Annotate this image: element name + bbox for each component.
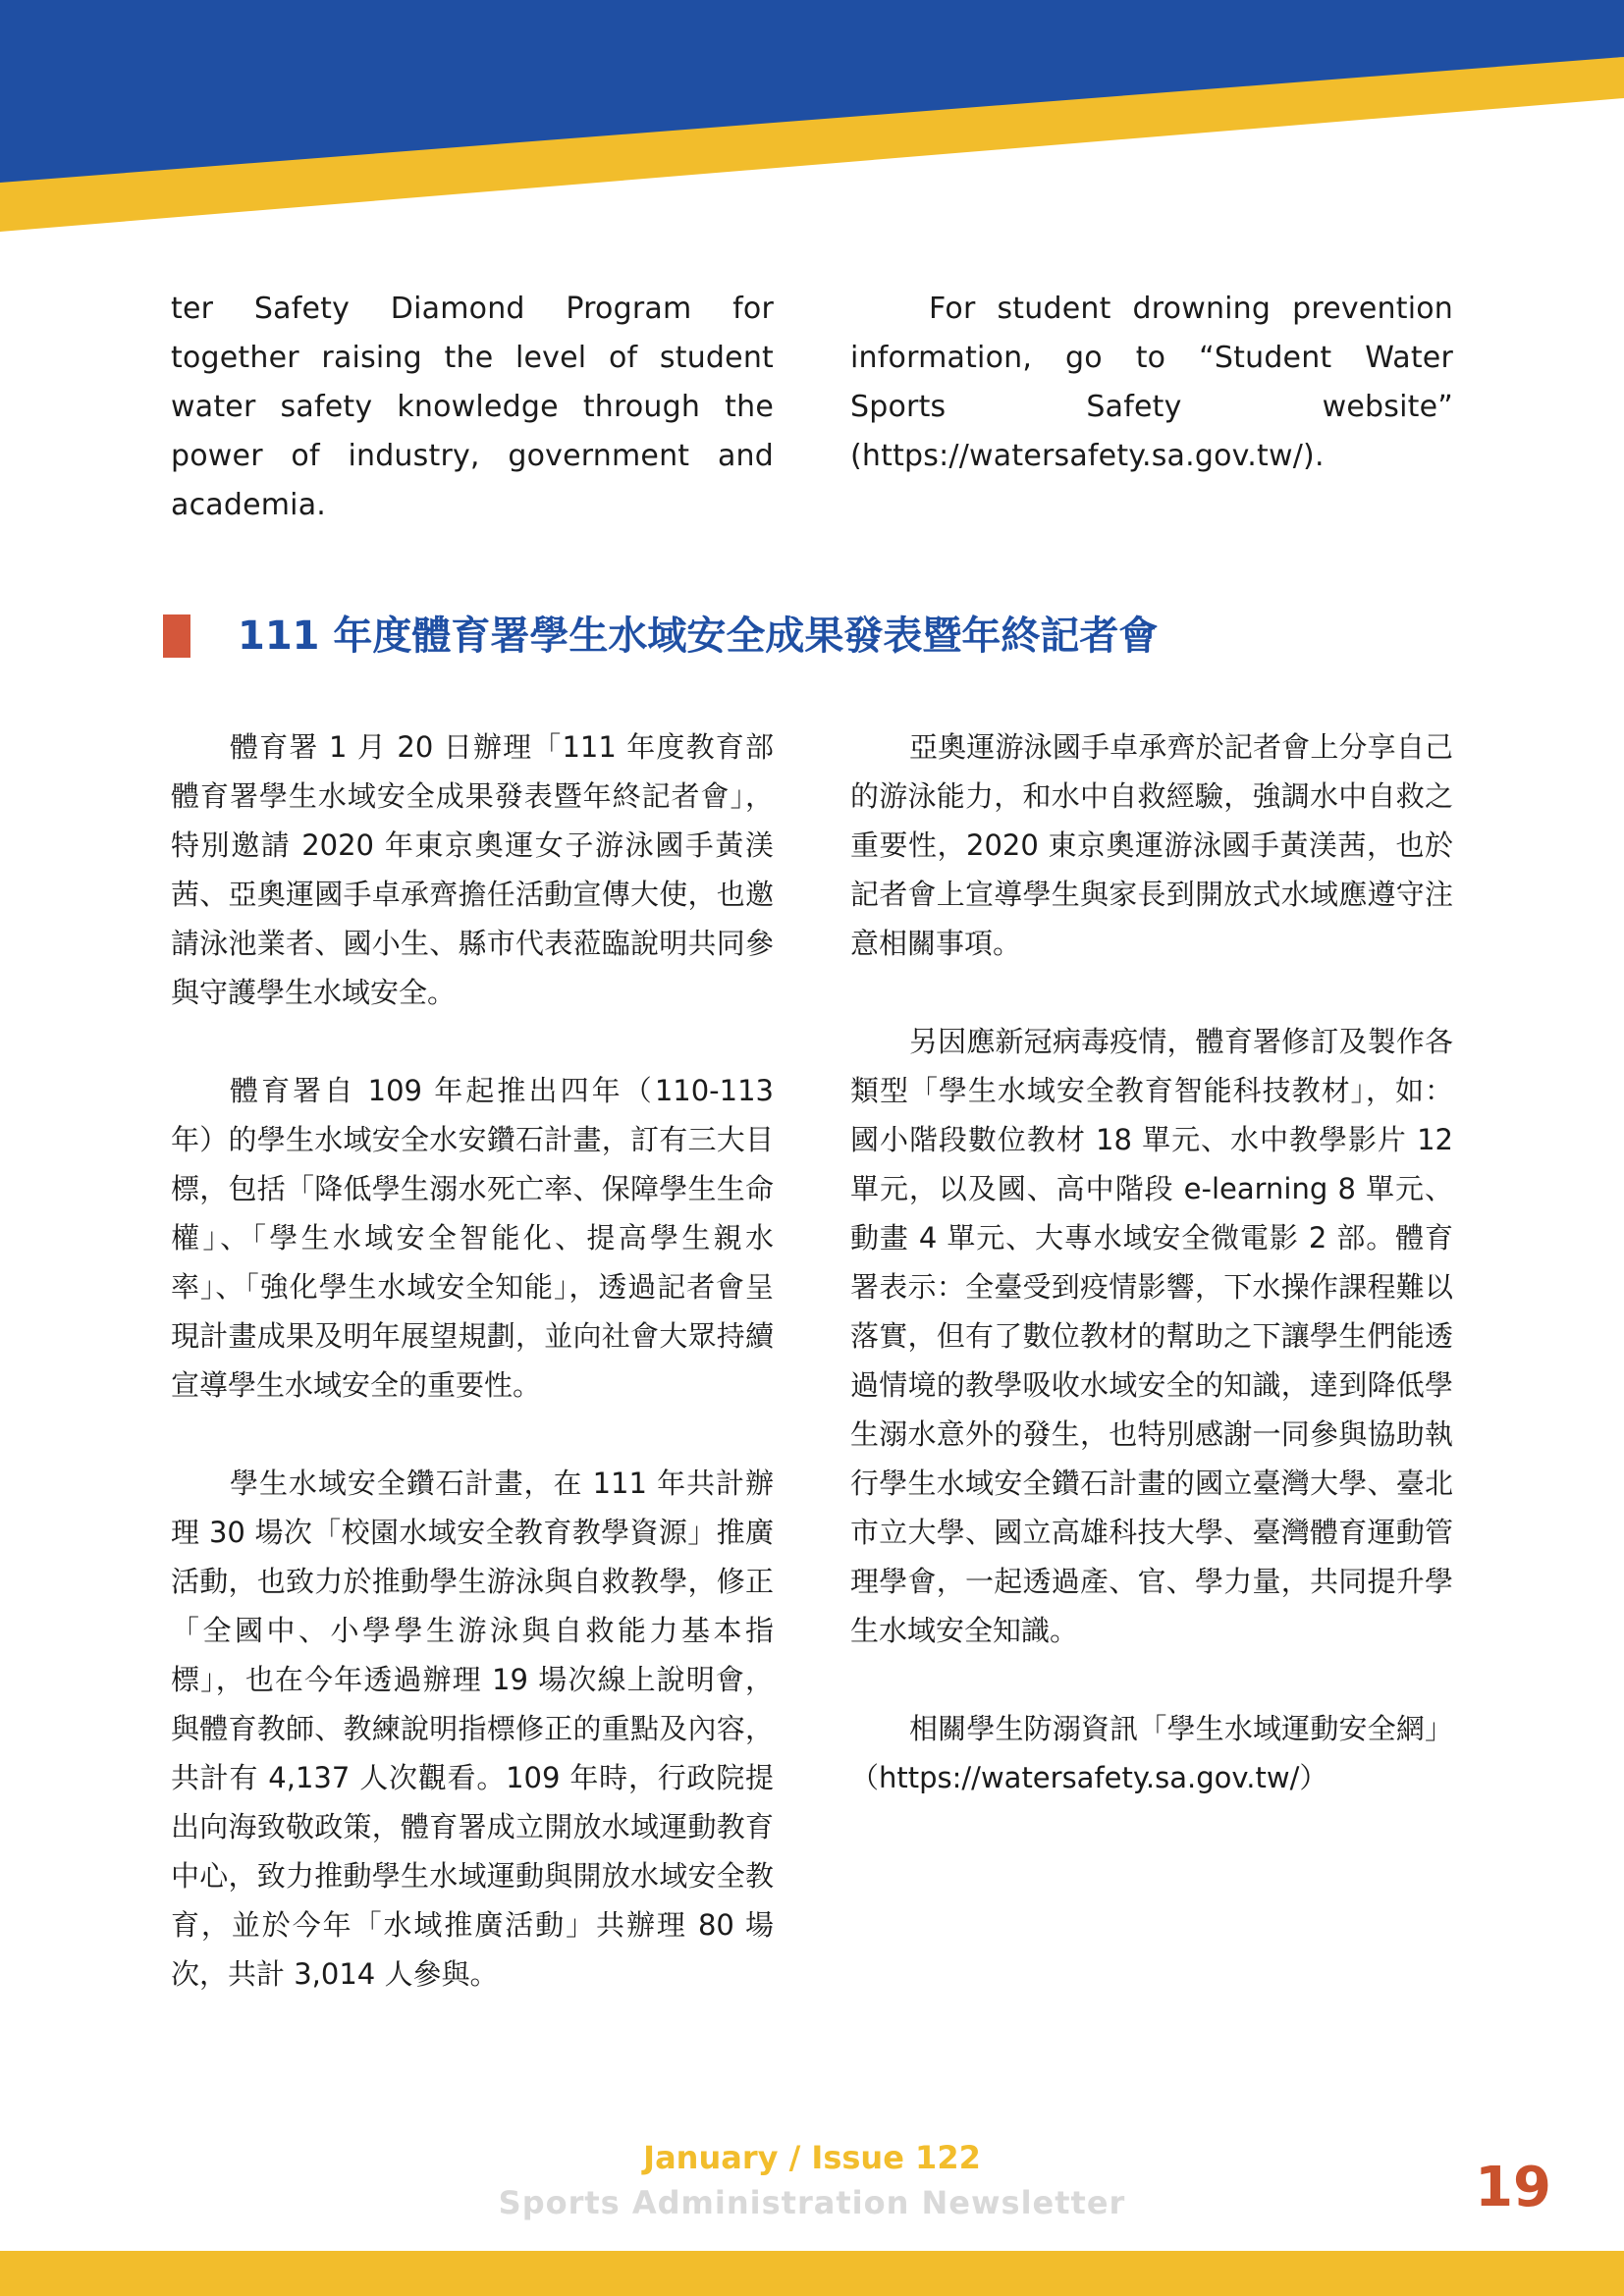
- footer-issue: January / Issue 122: [643, 2139, 981, 2176]
- article-paragraph: 體育署自 109 年起推出四年（110-113 年）的學生水域安全水安鑽石計畫，訂有三大目標，包括「降低學生溺水死亡率、保障學生生命權」、「學生水域安全智能化、提高學生親水率」、「強化學生水域安全知能」，透過記者會呈現計畫成果及明年展望規劃，並向社會大眾持續宣導學生水域安全的重要性。: [171, 1074, 774, 1402]
- article-paragraph: 相關學生防溺資訊「學生水域運動安全網」（https://watersafety.sa.gov.tw/）: [850, 1712, 1453, 1794]
- heading-marker: [163, 614, 190, 658]
- section-heading: [163, 607, 1459, 666]
- footer-bar: [0, 2251, 1624, 2296]
- header-banner: [0, 0, 1624, 236]
- article-paragraph: 學生水域安全鑽石計畫，在 111 年共計辦理 30 場次「校園水域安全教育教學資源」推廣活動，也致力於推動學生游泳與自救教學，修正「全國中、小學學生游泳與自救能力基本指標」，也在今年透過辦理 19 場次線上說明會，與體育教師、教練說明指標修正的重點及內容，共計有 4,137 人次觀看。109 年時，行政院提出向海致敬政策，體育署成立開放水域運動教育中心，致力推動學生水域運動與開放水域安全教育，並於今年「水域推廣活動」共辦理 80 場次，共計 3,014 人參與。: [171, 1467, 774, 1991]
- article-paragraph: 另因應新冠病毒疫情，體育署修訂及製作各類型「學生水域安全教育智能科技教材」，如：國小階段數位教材 18 單元、水中教學影片 12 單元，以及國、高中階段 e-learning 8 單元、動畫 4 單元、大專水域安全微電影 2 部。體育署表示：全臺受到疫情影響，下水操作課程難以落實，但有了數位教材的幫助之下讓學生們能透過情境的教學吸收水域安全的知識，達到降低學生溺水意外的發生，也特別感謝一同參與協助執行學生水域安全鑽石計畫的國立臺灣大學、臺北市立大學、國立高雄科技大學、臺灣體育運動管理學會，一起透過產、官、學力量，共同提升學生水域安全知識。: [850, 1025, 1453, 1647]
- page-number: 19: [1475, 2156, 1551, 2219]
- footer-newsletter-name: Sports Administration Newsletter: [498, 2184, 1126, 2221]
- article-column-right: [850, 722, 1453, 1851]
- english-paragraph: For student drowning prevention information, go to “Student Water Sports Safety website” (https://watersafety.sa.gov.tw/).: [850, 292, 1453, 473]
- section-title: 111 年度體育署學生水域安全成果發表暨年終記者會: [238, 614, 1159, 659]
- english-paragraph: ter Safety Diamond Program for together raising the level of student water safety knowledge through the power of industry, government and academia.: [171, 292, 774, 522]
- english-column-right: [850, 285, 1453, 481]
- article-column-left: [171, 722, 774, 2048]
- article-paragraph: 體育署 1 月 20 日辦理「111 年度教育部體育署學生水域安全成果發表暨年終記者會」，特別邀請 2020 年東京奧運女子游泳國手黃渼茜、亞奧運國手卓承齊擔任活動宣傳大使，也邀請泳池業者、國小生、縣市代表蒞臨說明共同參與守護學生水域安全。: [171, 730, 774, 1009]
- article-paragraph: 亞奧運游泳國手卓承齊於記者會上分享自己的游泳能力，和水中自救經驗，強調水中自救之重要性，2020 東京奧運游泳國手黃渼茜，也於記者會上宣導學生與家長到開放式水域應遵守注意相關事項。: [850, 730, 1453, 960]
- english-column-left: [171, 285, 774, 530]
